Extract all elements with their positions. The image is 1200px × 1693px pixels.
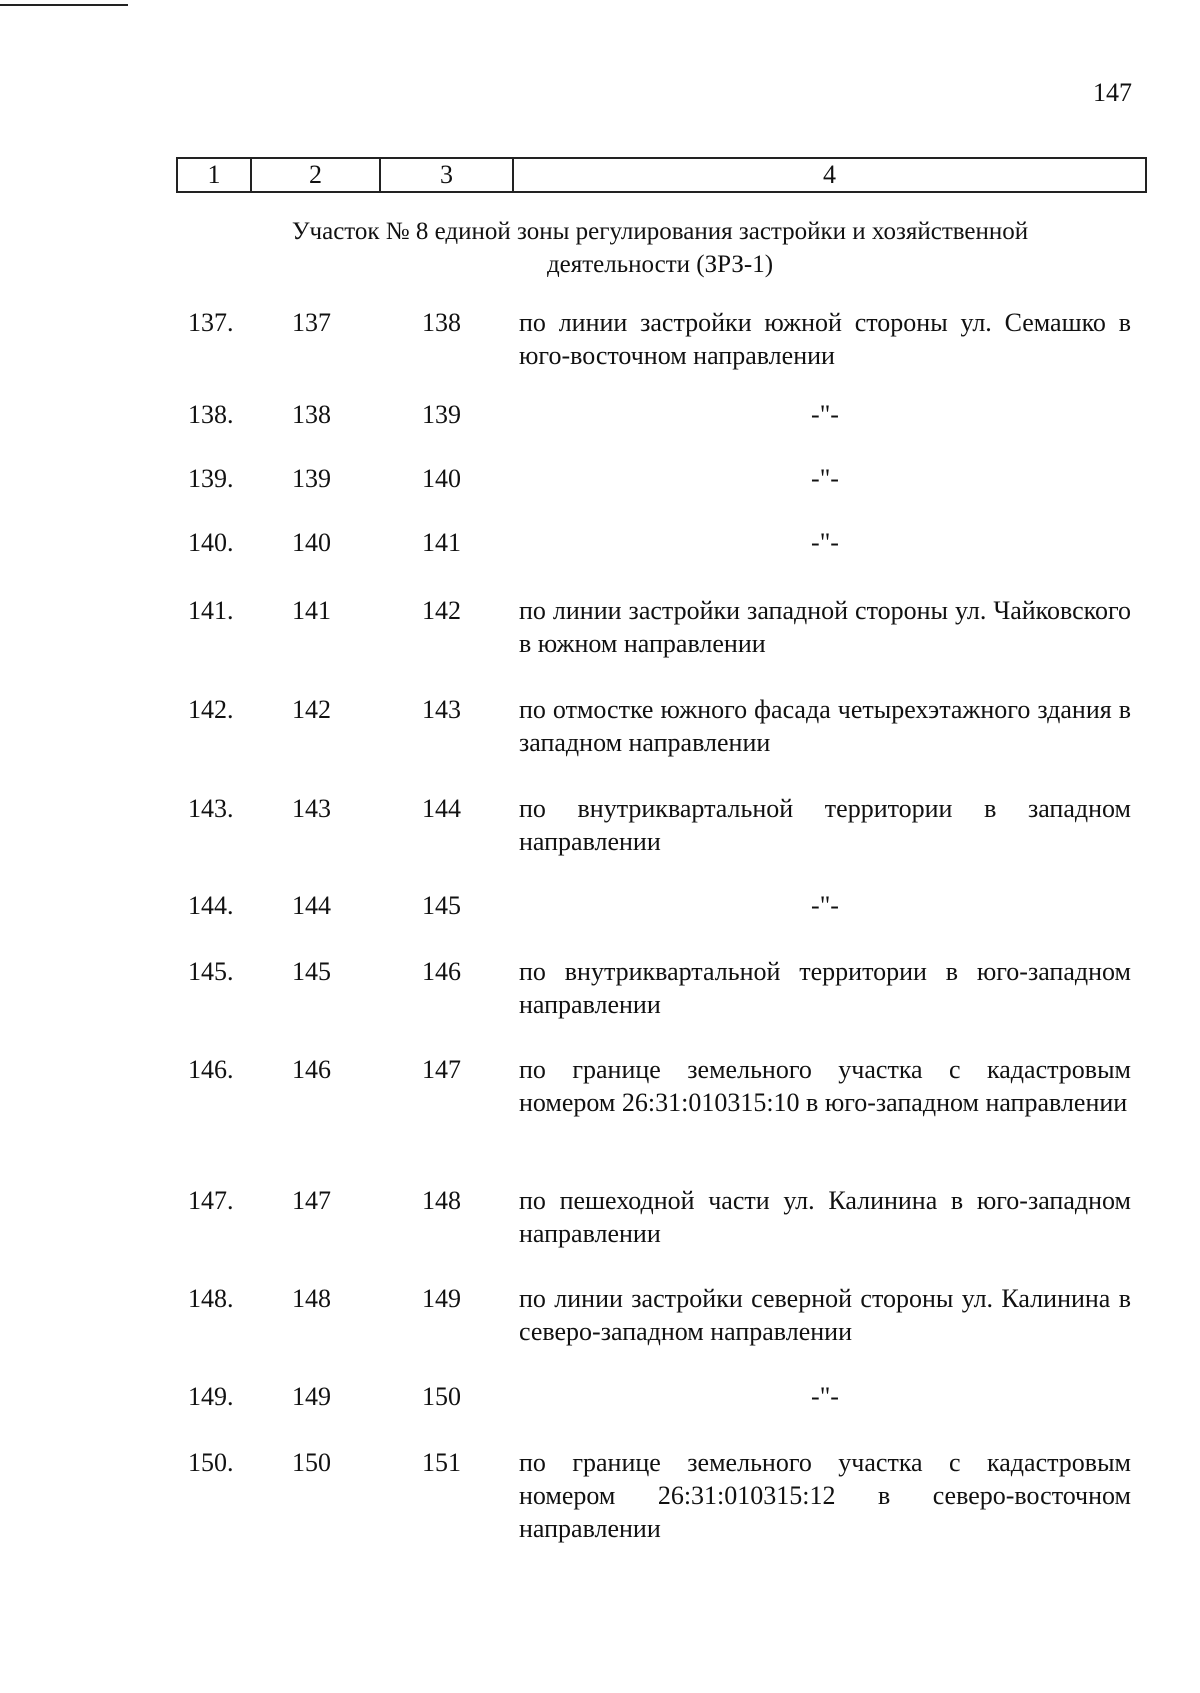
section-title: Участок № 8 единой зоны регулирования застройки и хозяйственной деятельности (ЗРЗ-1) [291,218,1029,278]
point-from: 138 [292,400,331,429]
boundary-description: -"- [811,1382,839,1411]
boundary-description: -"- [811,400,839,429]
point-to: 142 [422,596,461,625]
boundary-description: по линии застройки северной стороны ул. Калинина в северо-западном направлении [519,1284,1131,1346]
row-number: 140. [188,528,234,557]
row-number: 145. [188,957,234,986]
point-to: 143 [422,695,461,724]
row-number: 138. [188,400,234,429]
boundary-description: по пешеходной части ул. Калинина в юго-западном направлении [519,1186,1131,1248]
point-from: 139 [292,464,331,493]
boundary-description: по границе земельного участка с кадастровым номером 26:31:010315:10 в юго-западном направлении [519,1055,1131,1117]
point-to: 151 [422,1448,461,1477]
row-number: 144. [188,891,234,920]
point-to: 146 [422,957,461,986]
boundary-description: -"- [811,528,839,557]
point-to: 140 [422,464,461,493]
point-to: 139 [422,400,461,429]
boundary-description: по внутриквартальной территории в юго-западном направлении [519,957,1131,1019]
corner-rule [0,4,128,6]
point-to: 141 [422,528,461,557]
boundary-description: по линии застройки западной стороны ул. Чайковского в южном направлении [519,596,1131,658]
row-number: 137. [188,308,234,337]
page-number: 147 [1093,78,1132,107]
point-from: 147 [292,1186,331,1215]
column-header-1: 1 [178,159,252,191]
boundary-description: по отмостке южного фасада четырехэтажного здания в западном направлении [519,695,1131,757]
point-from: 137 [292,308,331,337]
column-header-3: 3 [381,159,514,191]
boundary-description: по границе земельного участка с кадастровым номером 26:31:010315:12 в северо-восточном направлении [519,1448,1131,1543]
row-number: 146. [188,1055,234,1084]
point-from: 143 [292,794,331,823]
point-to: 149 [422,1284,461,1313]
row-number: 142. [188,695,234,724]
point-from: 145 [292,957,331,986]
point-from: 148 [292,1284,331,1313]
boundary-description: -"- [811,891,839,920]
point-from: 140 [292,528,331,557]
point-to: 147 [422,1055,461,1084]
point-to: 150 [422,1382,461,1411]
point-from: 141 [292,596,331,625]
point-from: 149 [292,1382,331,1411]
boundary-description: -"- [811,464,839,493]
row-number: 139. [188,464,234,493]
point-to: 138 [422,308,461,337]
point-from: 146 [292,1055,331,1084]
column-header-table [176,157,1147,193]
row-number: 150. [188,1448,234,1477]
point-to: 144 [422,794,461,823]
row-number: 148. [188,1284,234,1313]
point-to: 148 [422,1186,461,1215]
column-header-4: 4 [823,160,836,189]
point-from: 142 [292,695,331,724]
point-to: 145 [422,891,461,920]
point-from: 144 [292,891,331,920]
row-number: 147. [188,1186,234,1215]
row-number: 141. [188,596,234,625]
column-header-2: 2 [252,159,381,191]
boundary-description: по внутриквартальной территории в западном направлении [519,794,1131,856]
row-number: 143. [188,794,234,823]
point-from: 150 [292,1448,331,1477]
row-number: 149. [188,1382,234,1411]
boundary-description: по линии застройки южной стороны ул. Семашко в юго-восточном направлении [519,308,1131,370]
